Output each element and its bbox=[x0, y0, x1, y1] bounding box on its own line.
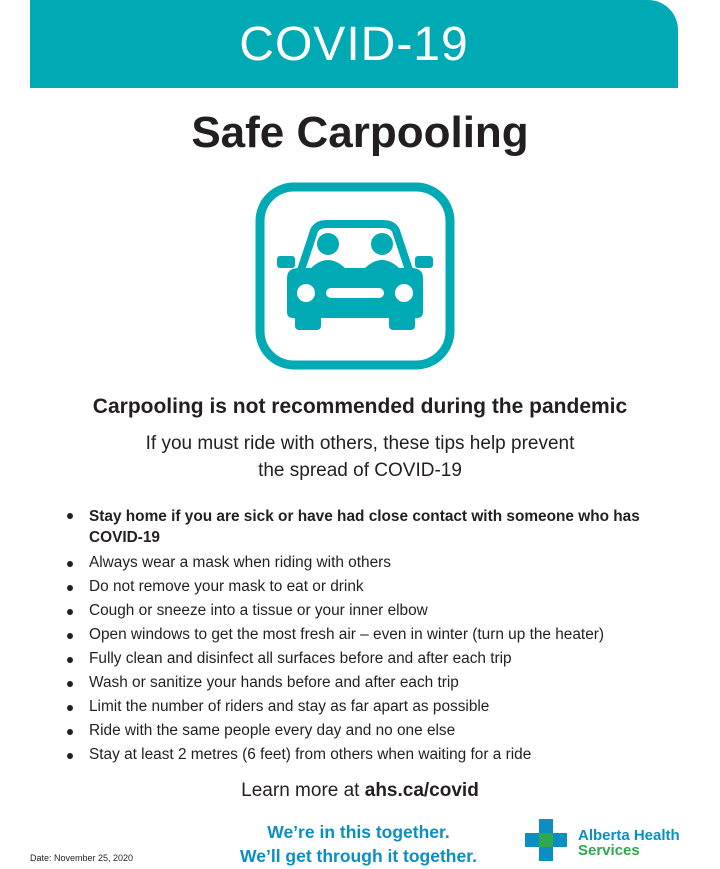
list-item: Fully clean and disinfect all surfaces before and after each trip bbox=[63, 647, 663, 671]
ahs-logo-text bbox=[578, 828, 680, 858]
list-item: Always wear a mask when riding with others bbox=[63, 551, 663, 575]
list-item: Stay at least 2 metres (6 feet) from others when waiting for a ride bbox=[63, 743, 663, 767]
list-item: Cough or sneeze into a tissue or your inner elbow bbox=[63, 599, 663, 623]
learn-more-prefix: Learn more at bbox=[241, 780, 365, 801]
car-with-passengers-icon bbox=[255, 182, 455, 370]
logo-line-1: Alberta Health bbox=[578, 827, 680, 844]
slogan-line-2: We’ll get through it together. bbox=[240, 846, 477, 866]
list-item: Open windows to get the most fresh air – even in winter (turn up the heater) bbox=[63, 623, 663, 647]
ahs-cross-icon bbox=[525, 819, 569, 863]
list-item: Stay home if you are sick or have had close contact with someone who has COVID-19 bbox=[63, 505, 663, 548]
learn-more bbox=[0, 780, 720, 802]
date-text: Date: November 25, 2020 bbox=[30, 853, 134, 863]
list-item: Ride with the same people every day and no one else bbox=[63, 719, 663, 743]
ahs-logo bbox=[525, 819, 690, 865]
learn-more-link[interactable]: ahs.ca/covid bbox=[364, 780, 479, 801]
list-item: Do not remove your mask to eat or drink bbox=[63, 575, 663, 599]
intro-line-2: the spread of COVID-19 bbox=[258, 460, 462, 481]
slogan-line-1: We’re in this together. bbox=[267, 822, 450, 842]
logo-line-2: Services bbox=[578, 842, 640, 859]
list-item: Wash or sanitize your hands before and after each trip bbox=[63, 671, 663, 695]
together-slogan bbox=[206, 820, 511, 868]
list-item: Limit the number of riders and stay as far apart as possible bbox=[63, 695, 663, 719]
intro-line-1: If you must ride with others, these tips help prevent bbox=[145, 433, 575, 454]
header-banner bbox=[30, 0, 678, 88]
intro-text bbox=[0, 430, 720, 484]
page-title: Safe Carpooling bbox=[191, 108, 529, 157]
banner-title: COVID-19 bbox=[239, 17, 469, 71]
subtitle: Carpooling is not recommended during the pandemic bbox=[92, 395, 628, 418]
tips-list bbox=[63, 505, 663, 767]
